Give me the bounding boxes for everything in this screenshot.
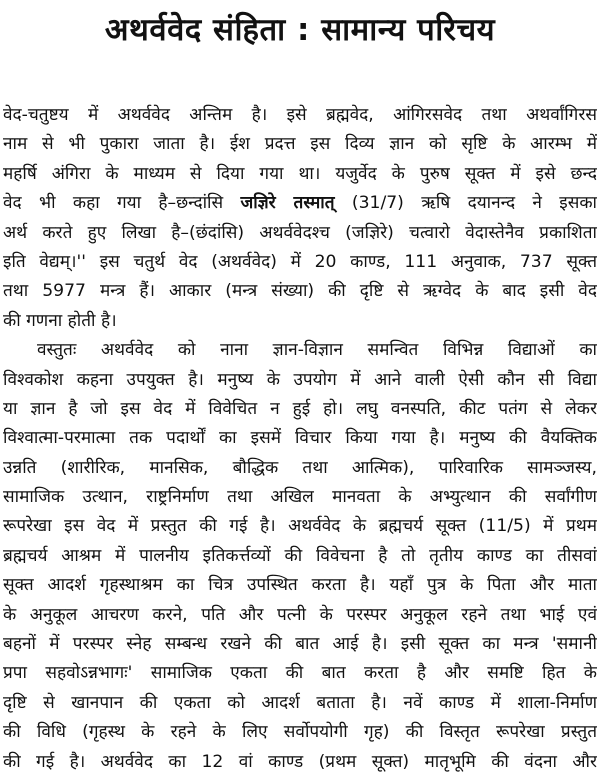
text-segment: वेद भी कहा गया है–छन्दांसि	[3, 193, 241, 214]
text-line: नाम से भी पुकारा जाता है। ईश प्रदत्त इस दिव्य ज्ञान को सृष्टि के आरम्भ में	[3, 134, 597, 155]
text-line: प्रपा सहवोऽन्नभागः' सामाजिक एकता की बात करता है और समष्टि हित के	[3, 663, 597, 684]
text-line: ब्रह्मचर्य आश्रम में पालनीय इतिकर्त्तव्यों की विवेचना है तो तृतीय काण्ड का तीसवां	[3, 545, 597, 566]
text-line	[3, 189, 597, 218]
text-line: रूपरेखा इस वेद में प्रस्तुत की गई है। अथर्ववेद के ब्रह्मचर्य सूक्त (11/5) में प्रथम	[3, 516, 597, 537]
text-line: या ज्ञान है जो इस वेद में विवेचित न हुई हो। लघु वनस्पति, कीट पतंग से लेकर	[3, 398, 597, 419]
text-line: अर्थ करते हुए लिखा है–(छंदांसि) अथर्ववेदश्च (जज्ञिरे) चत्वारो वेदास्तेनैव प्रकाशिता	[3, 222, 597, 243]
text-line: की विधि (गृहस्थ के रहने के लिए सर्वोपयोगी गृह) की विस्तृत रूपरेखा प्रस्तुत	[3, 722, 597, 743]
bold-quotation: जज्ञिरे तस्मात्	[240, 193, 335, 214]
text-line: विश्वात्मा-परमात्मा तक पदार्थों का इसमें विचार किया गया है। मनुष्य की वैयक्तिक	[3, 428, 597, 449]
text-line: सूक्त आदर्श गृहस्थाश्रम का चित्र उपस्थित करता है। यहाँ पुत्र के पिता और माता	[3, 575, 597, 596]
text-line: वेद-चतुष्टय में अथर्ववेद अन्तिम है। इसे ब्रह्मवेद, आंगिरसवेद तथा अथर्वांगिरस	[3, 105, 597, 125]
text-line: इति वेद्यम्।'' इस चतुर्थ वेद (अथर्ववेद) में 20 काण्ड, 111 अनुवाक, 737 सूक्त	[3, 251, 597, 272]
text-line: की गणना होती है।	[3, 310, 117, 331]
text-line: दृष्टि से खानपान की एकता को आदर्श बताता है। नवें काण्ड में शाला-निर्माण	[3, 692, 597, 713]
text-line: सामाजिक उत्थान, राष्ट्रनिर्माण तथा अखिल मानवता के अभ्युत्थान की सर्वांगीण	[3, 487, 597, 508]
text-line: की गई है। अथर्ववेद का 12 वां काण्ड (प्रथम सूक्त) मातृभूमि की वंदना और	[3, 751, 597, 772]
text-line: विश्वकोश कहना उपयुक्त है। मनुष्य के उपयोग में आने वाली ऐसी कौन सी विद्या	[3, 369, 597, 390]
text-line: के अनुकूल आचरण करने, पति और पत्नी के परस्पर अनुकूल रहने तथा भाई एवं	[3, 604, 597, 625]
text-segment: (31/7) ऋषि दयानन्द ने इसका	[334, 193, 597, 214]
paragraph-2	[3, 336, 597, 777]
text-line: बहनों में परस्पर स्नेह सम्बन्ध रखने की बात आई है। इसी सूक्त का मन्त्र 'समानी	[3, 634, 597, 655]
text-line: वस्तुतः अथर्ववेद को नाना ज्ञान-विज्ञान समन्वित विभिन्न विद्याओं का	[37, 340, 597, 361]
page-title: अथर्ववेद संहिता : सामान्य परिचय	[104, 12, 496, 48]
body-text	[3, 101, 597, 777]
text-line: तथा 5977 मन्त्र हैं। आकार (मन्त्र संख्या) की दृष्टि से ऋग्वेद के बाद इसी वेद	[3, 281, 597, 302]
paragraph-1	[3, 101, 597, 336]
text-line: उन्नति (शारीरिक, मानसिक, बौद्धिक तथा आत्मिक), पारिवारिक सामञ्जस्य,	[3, 457, 597, 478]
text-line: महर्षि अंगिरा के माध्यम से दिया गया था। यजुर्वेद के पुरुष सूक्त में इसे छन्द	[3, 163, 597, 184]
